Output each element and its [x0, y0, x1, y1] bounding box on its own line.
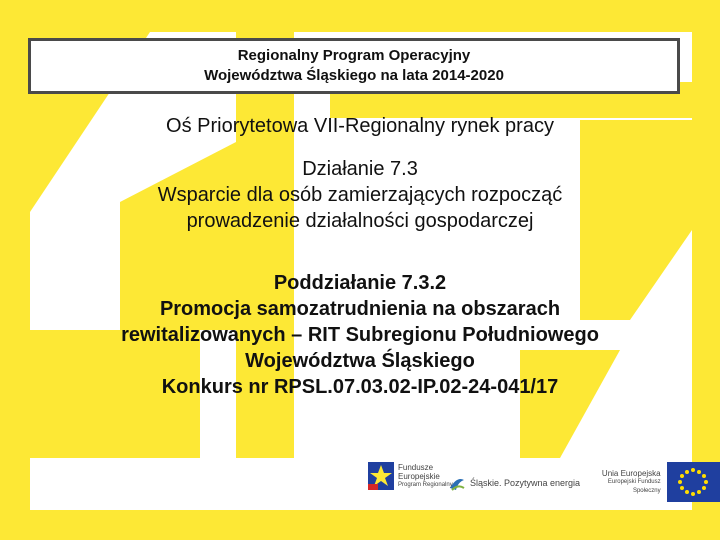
eu-line2: Europejski Fundusz Społeczny [607, 478, 661, 494]
subaction-number: Poddziałanie 7.3.2 [273, 272, 447, 294]
eu-logo [590, 462, 720, 502]
slaskie-text: Śląskie. Pozytywna energia [470, 477, 581, 488]
program-title: Regionalny Program Operacyjny [237, 47, 471, 64]
priority-axis [20, 113, 700, 139]
fe-line1: Fundusze [398, 462, 434, 472]
slaskie-logo [448, 474, 580, 492]
eu-line1: Unia Europejska [601, 468, 661, 478]
action-section [20, 156, 700, 234]
subaction-title-1: Promocja samozatrudnienia na obszarach [159, 298, 561, 320]
program-subtitle: Województwa Śląskiego na lata 2014-2020 [204, 67, 504, 84]
eu-flag-icon [667, 462, 720, 502]
action-title-1: Wsparcie dla osób zamierzających rozpocząć [157, 184, 563, 206]
fe-star-icon [368, 462, 394, 490]
fundusze-europejskie-logo [368, 462, 453, 490]
fe-line2: Europejskie [398, 471, 440, 481]
subaction-title-2: rewitalizowanych – RIT Subregionu Południowego [121, 324, 599, 346]
contest-number: Konkurs nr RPSL.07.03.02-IP.02-24-041/17 [161, 376, 559, 398]
subaction-title-3: Województwa Śląskiego [245, 350, 475, 372]
program-header [28, 38, 680, 94]
action-title-2: prowadzenie działalności gospodarczej [186, 210, 534, 232]
priority-axis-text: Oś Priorytetowa VII-Regionalny rynek pracy [166, 115, 554, 137]
fe-line3: Program Regionalny [398, 481, 453, 488]
slaskie-icon [448, 474, 466, 492]
subaction-section [20, 270, 700, 400]
action-number: Działanie 7.3 [302, 158, 418, 180]
